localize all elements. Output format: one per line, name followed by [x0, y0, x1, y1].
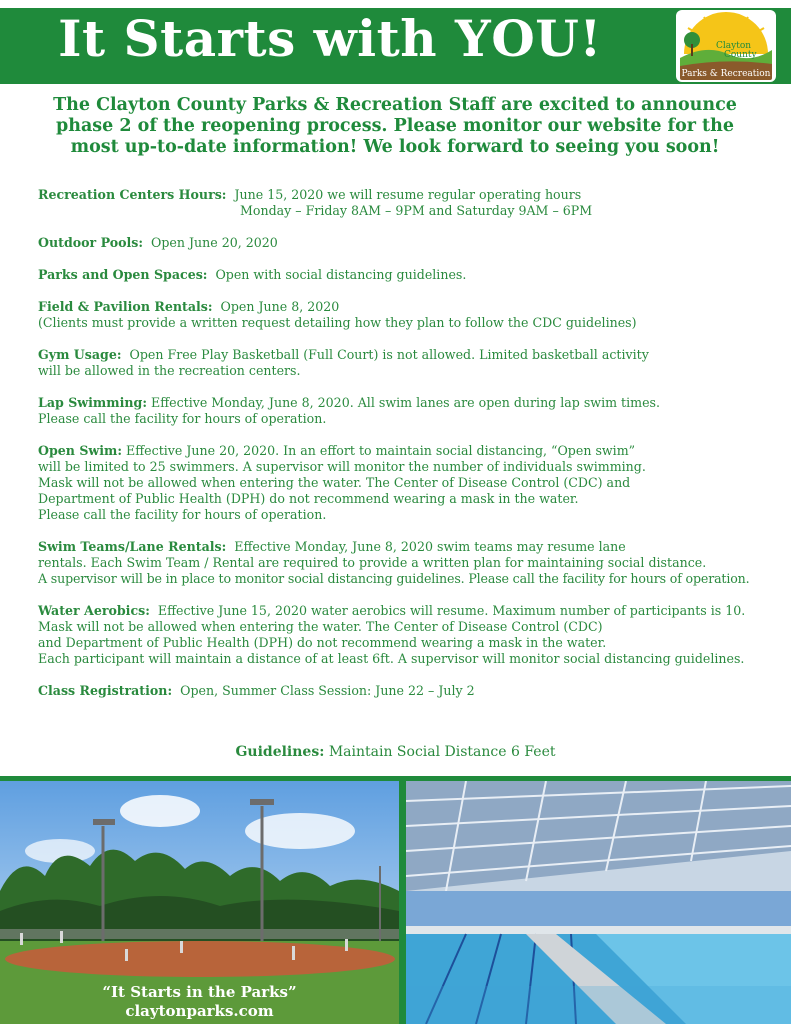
section-text: Open Free Play Basketball (Full Court) is not allowed. Limited basketball activity: [129, 347, 649, 362]
indoor-pool-photo: [406, 781, 791, 1024]
section-text: (Clients must provide a written request detailing how they plan to follow the CDC guidelines): [38, 315, 637, 330]
intro-line: The Clayton County Parks & Recreation Staff are excited to announce: [53, 95, 737, 115]
logo-text-county: County: [724, 50, 757, 60]
section-water-aerobics: [38, 603, 783, 667]
section-heading: Swim Teams/Lane Rentals:: [38, 539, 227, 554]
section-text: Open with social distancing guidelines.: [215, 267, 467, 282]
section-text: Open June 8, 2020: [220, 299, 340, 314]
section-text: will be limited to 25 swimmers. A supervisor will monitor the number of individuals swimming.: [38, 459, 646, 474]
photo-caption-website: claytonparks.com: [125, 1002, 274, 1020]
section-text: Effective Monday, June 8, 2020. All swim lanes are open during lap swim times.: [151, 395, 661, 410]
parks-logo: [676, 10, 776, 82]
sections-list: [38, 187, 783, 715]
section-recreation-centers: [38, 187, 783, 219]
guidelines-text: Maintain Social Distance 6 Feet: [328, 744, 556, 760]
section-text: and Department of Public Health (DPH) do not recommend wearing a mask in the water.: [38, 635, 607, 650]
section-text: A supervisor will be in place to monitor social distancing guidelines. Please call the facility for hours of operation.: [38, 571, 750, 586]
section-text: Each participant will maintain a distance of at least 6ft. A supervisor will monitor social distancing guidelines.: [38, 651, 745, 666]
section-swim-teams: [38, 539, 783, 587]
guidelines-line: [0, 743, 791, 761]
section-heading: Open Swim:: [38, 443, 123, 458]
section-heading: Water Aerobics:: [38, 603, 150, 618]
logo-text-parks: Parks & Recreation: [681, 69, 771, 79]
intro-line: most up-to-date information! We look forward to seeing you soon!: [70, 137, 720, 157]
section-text: Monday – Friday 8AM – 9PM and Saturday 9AM – 6PM: [240, 203, 593, 218]
section-class-registration: [38, 683, 783, 699]
indoor-pool-icon: [406, 781, 791, 1024]
section-text: rentals. Each Swim Team / Rental are required to provide a written plan for maintaining social distance.: [38, 555, 707, 570]
section-parks-open-spaces: [38, 267, 783, 283]
section-text: Effective June 15, 2020 water aerobics will resume. Maximum number of participants is 10.: [157, 603, 746, 618]
guidelines-heading: Guidelines:: [235, 744, 325, 760]
section-heading: Class Registration:: [38, 683, 173, 698]
intro-line: phase 2 of the reopening process. Please monitor our website for the: [56, 116, 734, 136]
section-text: Effective Monday, June 8, 2020 swim teams may resume lane: [234, 539, 626, 554]
section-text: Mask will not be allowed when entering the water. The Center of Disease Control (CDC): [38, 619, 603, 634]
photo-caption-tagline: “It Starts in the Parks”: [102, 983, 297, 1001]
page-title: It Starts with YOU!: [58, 9, 602, 68]
section-heading: Lap Swimming:: [38, 395, 147, 410]
logo-text-clayton: Clayton: [716, 41, 752, 51]
section-field-pavilion-rentals: [38, 299, 783, 331]
section-heading: Recreation Centers Hours:: [38, 187, 227, 202]
section-heading: Field & Pavilion Rentals:: [38, 299, 213, 314]
section-text: Please call the facility for hours of operation.: [38, 411, 327, 426]
section-open-swim: [38, 443, 783, 523]
section-text: Open, Summer Class Session: June 22 – July 2: [180, 683, 475, 698]
section-lap-swimming: [38, 395, 783, 427]
section-text: Mask will not be allowed when entering the water. The Center of Disease Control (CDC) and: [38, 475, 631, 490]
section-heading: Parks and Open Spaces:: [38, 267, 208, 282]
section-text: Please call the facility for hours of operation.: [38, 507, 327, 522]
section-text: Effective June 20, 2020. In an effort to maintain social distancing, “Open swim”: [126, 443, 636, 458]
section-text: Open June 20, 2020: [151, 235, 278, 250]
section-heading: Outdoor Pools:: [38, 235, 144, 250]
section-text: will be allowed in the recreation centers.: [38, 363, 301, 378]
section-heading: Gym Usage:: [38, 347, 122, 362]
section-outdoor-pools: [38, 235, 783, 251]
section-text: June 15, 2020 we will resume regular operating hours: [234, 187, 582, 202]
intro-announcement: [30, 95, 760, 158]
section-gym-usage: [38, 347, 783, 379]
section-text: Department of Public Health (DPH) do not recommend wearing a mask in the water.: [38, 491, 579, 506]
